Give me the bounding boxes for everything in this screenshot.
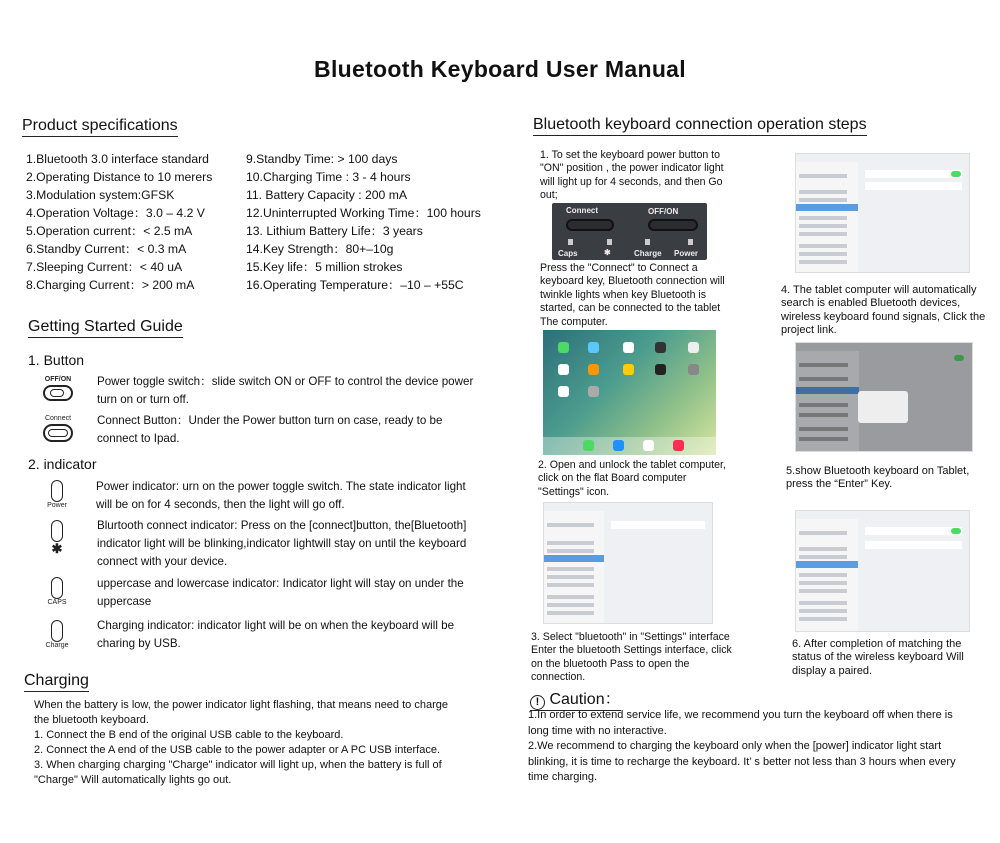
- power-switch-desc: Power toggle switch：slide switch ON or OFF to control the device power turn on or turn off.: [97, 375, 474, 406]
- indicator-heading: 2. indicator: [28, 456, 97, 472]
- guide-heading: Getting Started Guide: [28, 318, 183, 338]
- kb-connect-label: Connect: [566, 206, 598, 215]
- kb-offon-label: OFF/ON: [648, 207, 679, 216]
- page-title: Bluetooth Keyboard User Manual: [314, 56, 686, 82]
- icon-label: CAPS: [47, 599, 67, 606]
- spec-item: 8.Charging Current：> 200 mA: [26, 278, 195, 292]
- specs-heading: Product specifications: [22, 117, 178, 137]
- spec-item: 16.Operating Temperature：–10 – +55C: [246, 278, 464, 292]
- kb-caps-label: Caps: [558, 249, 578, 258]
- step-1b-text: Press the "Connect" to Connect a keyboard key, Bluetooth connection will twinkle lights when key Bluetooth is started, can be connected to the tablet The computer.: [540, 262, 725, 328]
- spec-item: 2.Operating Distance to 10 merers: [26, 170, 213, 184]
- settings-screenshot-search: [795, 153, 970, 273]
- bluetooth-indicator-desc: Blurtooth connect indicator: Press on the [connect]button, the[Bluetooth] indicator light will be blinking,indicator lightwill stay on until the keyboard connect with your device.: [97, 519, 467, 568]
- spec-item: 4.Operation Voltage：3.0 – 4.2 V: [26, 206, 205, 220]
- specs-col2: [246, 150, 481, 294]
- spec-item: 9.Standby Time: > 100 days: [246, 152, 398, 166]
- spec-item: 10.Charging Time : 3 - 4 hours: [246, 170, 411, 184]
- spec-item: 13. Lithium Battery Life：3 years: [246, 224, 423, 238]
- button-heading: 1. Button: [28, 352, 85, 368]
- steps-heading: Bluetooth keyboard connection operation steps: [533, 116, 867, 136]
- spec-item: 11. Battery Capacity : 200 mA: [246, 188, 407, 202]
- spec-item: 15.Key life：5 million strokes: [246, 260, 403, 274]
- bluetooth-icon: ✱: [51, 541, 63, 556]
- charging-line: 2. Connect the A end of the USB cable to the power adapter or A PC USB interface.: [34, 744, 441, 756]
- charge-indicator-icon: [42, 620, 72, 649]
- kb-charge-label: Charge: [634, 249, 662, 258]
- caps-indicator-desc: uppercase and lowercase indicator: Indicator light will stay on under the uppercase: [97, 577, 464, 608]
- step-3-text: 3. Select "bluetooth" in "Settings" interface Enter the bluetooth Settings interface, click on the bluetooth Pass to open the connection.: [531, 631, 732, 684]
- charging-line: 3. When charging charging "Charge" indicator will light up, when the battery is full of "Charge" Will automatically lights go out.: [34, 759, 442, 786]
- tablet-home-screenshot: [543, 330, 716, 455]
- connect-button-icon: [40, 415, 76, 444]
- bluetooth-indicator-icon: [42, 520, 72, 555]
- spec-item: 7.Sleeping Current：< 40 uA: [26, 260, 183, 274]
- step-2-text: 2. Open and unlock the tablet computer, click on the flat Board computer "Settings" icon.: [538, 459, 726, 498]
- settings-screenshot-pairing: [795, 342, 973, 452]
- keyboard-photo: [552, 203, 707, 260]
- spec-item: 5.Operation current：< 2.5 mA: [26, 224, 193, 238]
- exclamation-circle-icon: !: [530, 695, 545, 710]
- caution-body: [528, 708, 968, 786]
- icon-label: Connect: [44, 415, 72, 422]
- specs-col1: [26, 150, 212, 294]
- spec-item: 14.Key Strength：80+–10g: [246, 242, 394, 256]
- icon-label: Charge: [45, 642, 69, 649]
- spec-item: 1.Bluetooth 3.0 interface standard: [26, 152, 209, 166]
- charging-line: 1. Connect the B end of the original USB cable to the keyboard.: [34, 729, 344, 741]
- kb-power-label: Power: [674, 249, 699, 258]
- icon-label: OFF/ON: [44, 376, 72, 383]
- spec-item: 6.Standby Current：< 0.3 mA: [26, 242, 187, 256]
- settings-screenshot-bluetooth: [543, 502, 713, 624]
- connect-button-desc: Connect Button：Under the Power button turn on case, ready to be connect to Ipad.: [97, 414, 443, 445]
- step-1-text: 1. To set the keyboard power button to "ON" position , the power indicator light will light up for 4 seconds, and then Go out;: [540, 149, 724, 202]
- caution-title: Caution：: [549, 691, 621, 708]
- spec-item: 3.Modulation system:GFSK: [26, 188, 175, 202]
- caution-line: 2.We recommend to charging the keyboard only when the [power] indicator light start blinking, it is time to recharge the keyboard. It’ s better not less than 3 hours when every time charging.: [528, 740, 956, 784]
- charging-heading: Charging: [24, 672, 89, 692]
- settings-screenshot-paired: [795, 510, 970, 632]
- power-indicator-desc: Power indicator: urn on the power toggle switch. The state indicator light will be on for 4 seconds, then the light will go off.: [96, 480, 466, 511]
- charging-body: [34, 698, 464, 788]
- charging-line: When the battery is low, the power indicator light flashing, that means need to charge the bluetooth keyboard.: [34, 699, 448, 726]
- power-switch-icon: [40, 376, 76, 403]
- icon-label: Power: [47, 502, 67, 509]
- caution-line: 1.In order to extend service life, we recommend you turn the keyboard off when there is long time with no interactive.: [528, 709, 953, 737]
- step-6-text: 6. After completion of matching the status of the wireless keyboard Will display a paired.: [792, 638, 964, 677]
- spec-item: 12.Uninterrupted Working Time：100 hours: [246, 206, 481, 220]
- step-4-text: 4. The tablet computer will automatically search is enabled Bluetooth devices, wireless keyboard found signals, Click the project link.: [781, 284, 986, 337]
- power-indicator-icon: [42, 480, 72, 509]
- kb-bluetooth-icon: ✱: [604, 248, 611, 257]
- caps-indicator-icon: [42, 577, 72, 606]
- step-5-text: 5.show Bluetooth keyboard on Tablet, press the “Enter” Key.: [786, 465, 970, 491]
- charge-indicator-desc: Charging indicator: indicator light will be on when the keyboard will be charing by USB.: [97, 619, 455, 650]
